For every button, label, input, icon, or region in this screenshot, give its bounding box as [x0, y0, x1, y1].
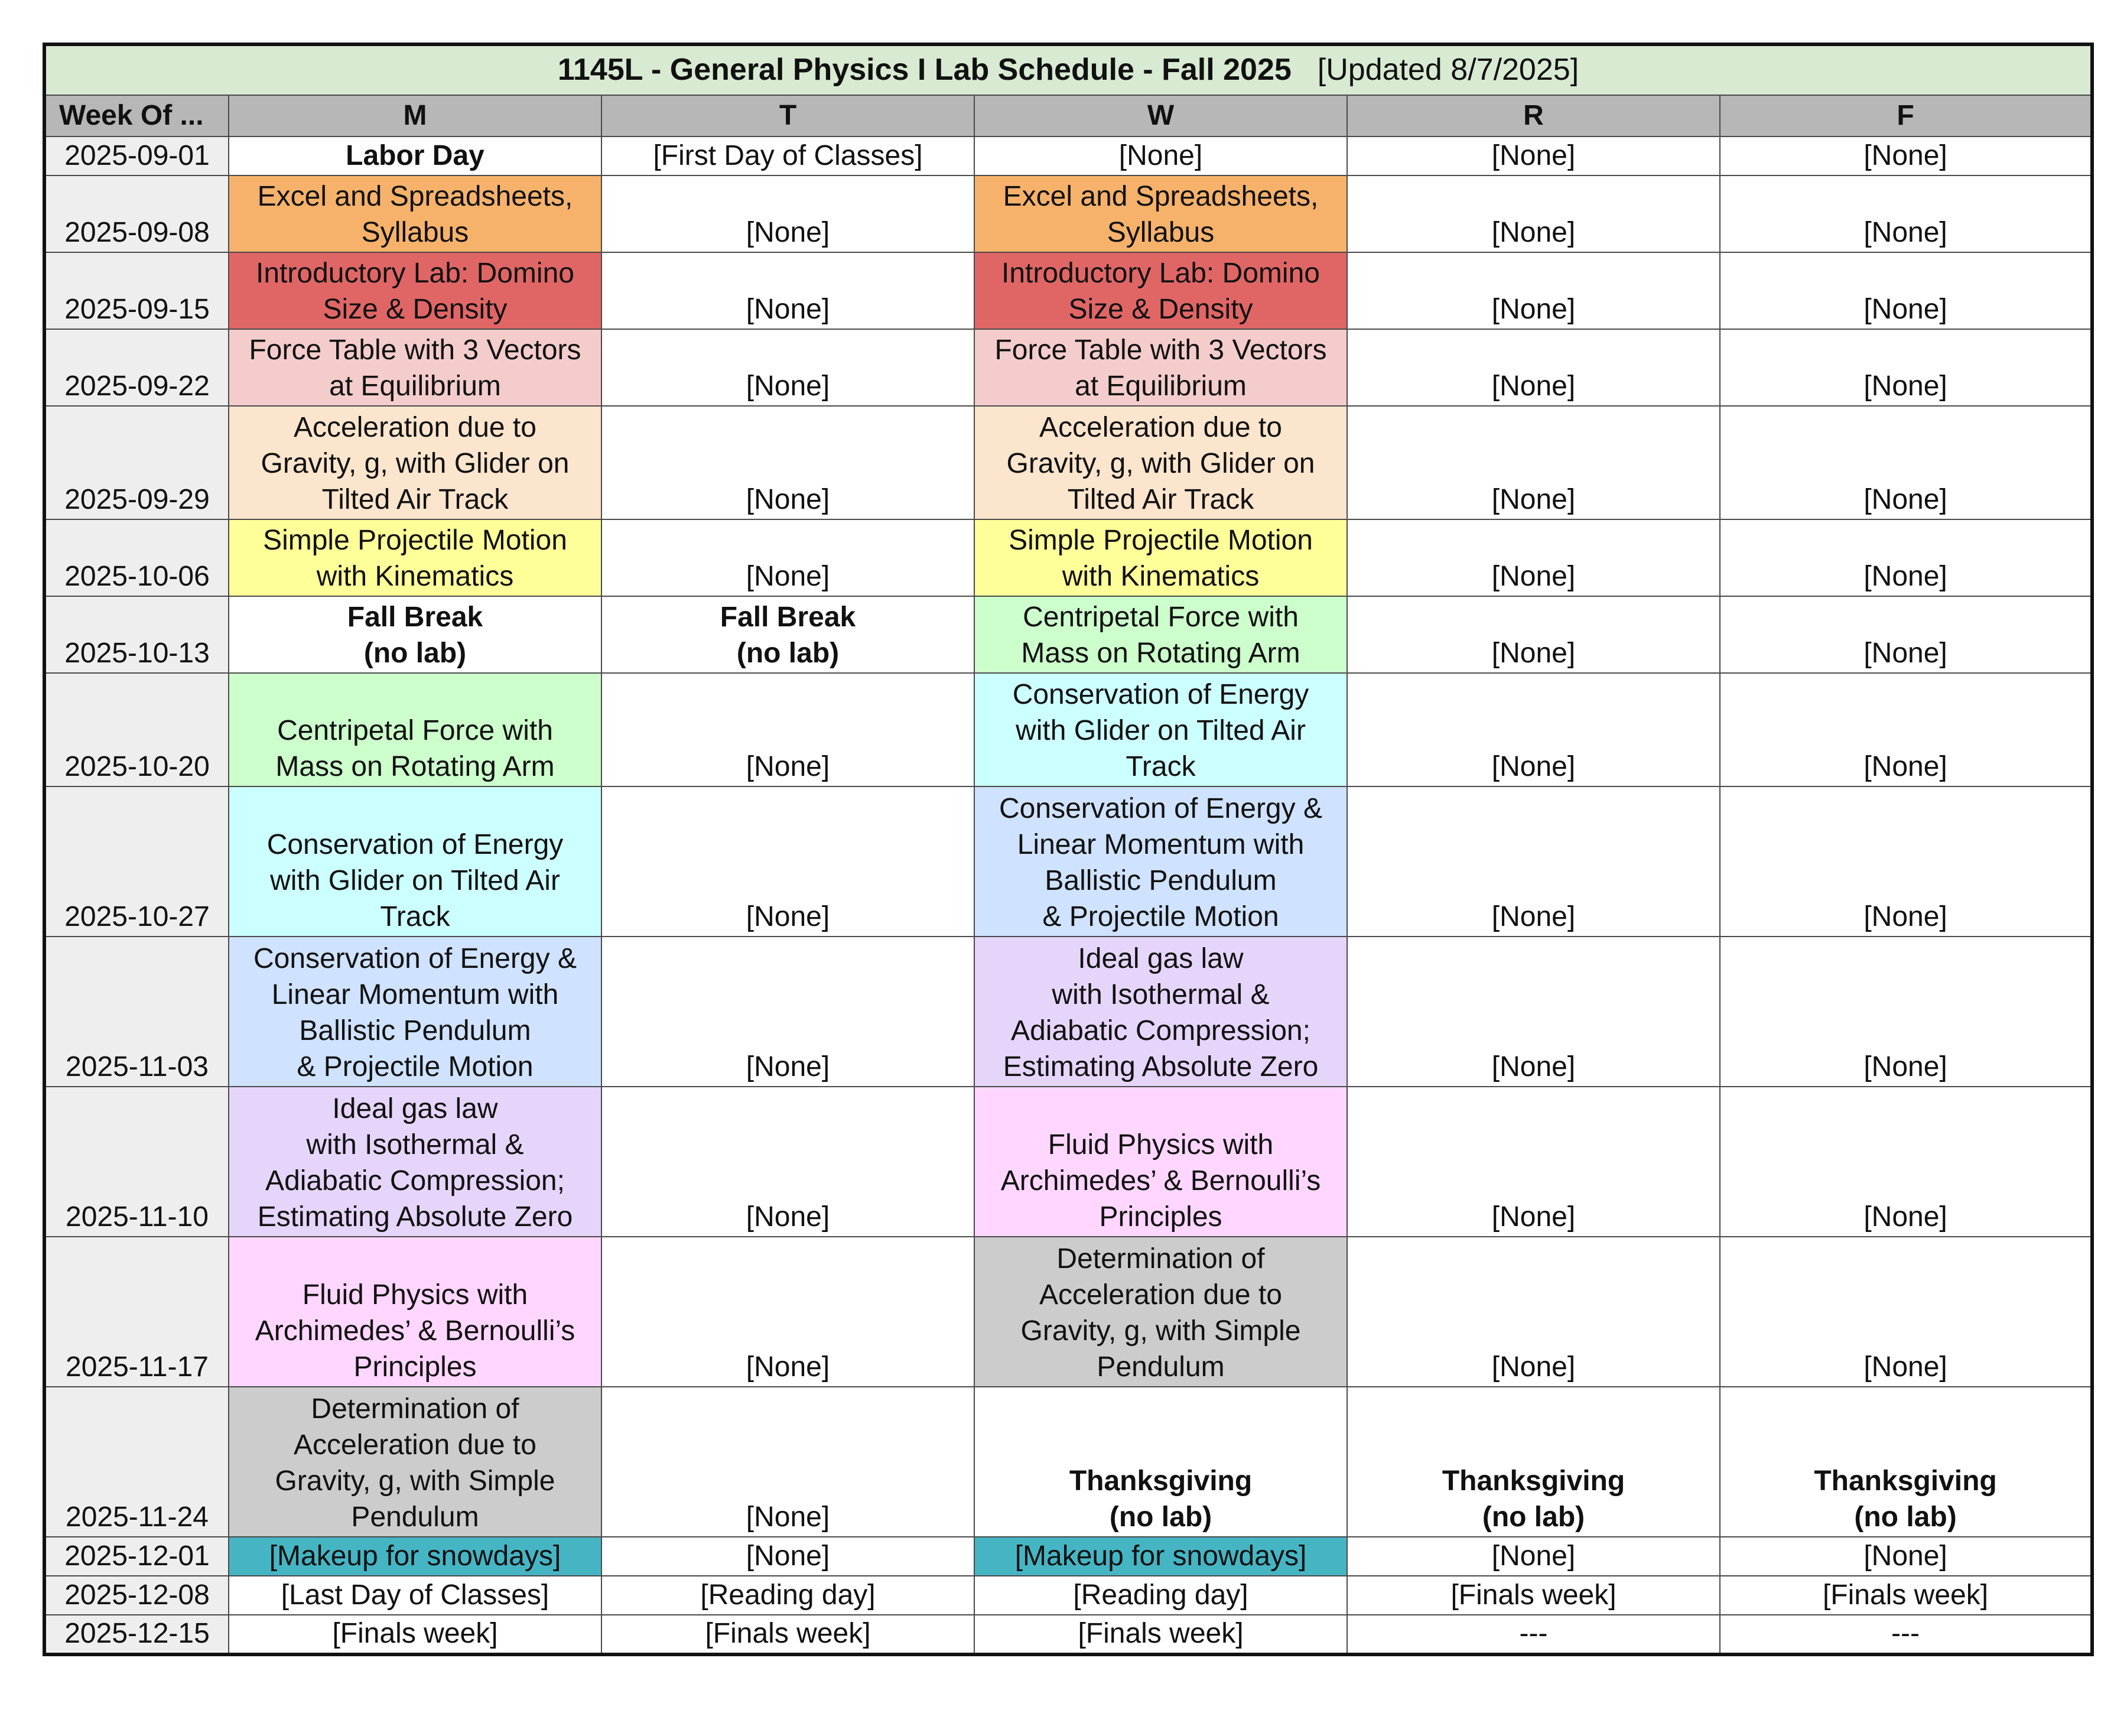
schedule-body [44, 44, 2092, 1654]
lab-cell-thursday: [None] [1347, 937, 1720, 1087]
lab-cell-wednesday: Introductory Lab: Domino Size & Density [974, 252, 1347, 329]
schedule-table [43, 43, 2094, 1656]
lab-cell-wednesday: Acceleration due to Gravity, g, with Glider on Tilted Air Track [974, 406, 1347, 519]
lab-cell-tuesday: [None] [601, 175, 974, 252]
header-friday: F [1720, 95, 2092, 136]
lab-cell-thursday: [None] [1347, 1237, 1720, 1387]
lab-cell-friday: [None] [1720, 937, 2092, 1087]
lab-cell-tuesday: [None] [601, 519, 974, 596]
lab-cell-wednesday: Force Table with 3 Vectors at Equilibrium [974, 329, 1347, 406]
lab-cell-tuesday: [None] [601, 1387, 974, 1537]
week-of-cell: 2025-10-20 [44, 673, 229, 786]
lab-cell-monday: [Makeup for snowdays] [229, 1537, 601, 1576]
week-of-cell: 2025-10-06 [44, 519, 229, 596]
week-of-cell: 2025-09-08 [44, 175, 229, 252]
lab-cell-tuesday: [None] [601, 252, 974, 329]
lab-cell-monday: Acceleration due to Gravity, g, with Glider on Tilted Air Track [229, 406, 601, 519]
lab-cell-tuesday: [None] [601, 1087, 974, 1237]
week-row [44, 1087, 2092, 1237]
lab-cell-thursday: --- [1347, 1615, 1720, 1654]
lab-cell-thursday: Thanksgiving (no lab) [1347, 1387, 1720, 1537]
lab-cell-wednesday: [Finals week] [974, 1615, 1347, 1654]
week-row [44, 136, 2092, 175]
title-cell [44, 44, 2092, 95]
lab-cell-friday: [None] [1720, 329, 2092, 406]
week-of-cell: 2025-09-22 [44, 329, 229, 406]
week-of-cell: 2025-09-29 [44, 406, 229, 519]
week-of-cell: 2025-11-10 [44, 1087, 229, 1237]
lab-cell-thursday: [None] [1347, 329, 1720, 406]
header-thursday: R [1347, 95, 1720, 136]
updated-note: [Updated 8/7/2025] [1317, 52, 1579, 87]
lab-cell-tuesday: [Finals week] [601, 1615, 974, 1654]
lab-cell-friday: [None] [1720, 596, 2092, 673]
lab-cell-friday: [None] [1720, 136, 2092, 175]
lab-cell-friday: [None] [1720, 406, 2092, 519]
week-of-cell: 2025-09-15 [44, 252, 229, 329]
week-of-cell: 2025-11-03 [44, 937, 229, 1087]
lab-cell-wednesday: Determination of Acceleration due to Gravity, g, with Simple Pendulum [974, 1237, 1347, 1387]
lab-cell-monday: [Last Day of Classes] [229, 1576, 601, 1615]
lab-cell-friday: Thanksgiving (no lab) [1720, 1387, 2092, 1537]
lab-cell-monday: Labor Day [229, 136, 601, 175]
lab-cell-thursday: [None] [1347, 596, 1720, 673]
lab-cell-tuesday: [None] [601, 1237, 974, 1387]
week-of-cell: 2025-10-13 [44, 596, 229, 673]
week-row [44, 786, 2092, 937]
header-tuesday: T [601, 95, 974, 136]
lab-cell-wednesday: Conservation of Energy with Glider on Tilted Air Track [974, 673, 1347, 786]
schedule-title: 1145L - General Physics I Lab Schedule - Fall 2025 [557, 52, 1292, 87]
lab-cell-tuesday: [None] [601, 406, 974, 519]
lab-cell-tuesday: [First Day of Classes] [601, 136, 974, 175]
header-week-of: Week Of ... [44, 95, 229, 136]
week-row [44, 175, 2092, 252]
header-monday: M [229, 95, 601, 136]
title-row [44, 44, 2092, 95]
lab-cell-monday: Centripetal Force with Mass on Rotating Arm [229, 673, 601, 786]
lab-cell-monday: Force Table with 3 Vectors at Equilibrium [229, 329, 601, 406]
lab-cell-friday: --- [1720, 1615, 2092, 1654]
lab-cell-monday: Excel and Spreadsheets, Syllabus [229, 175, 601, 252]
lab-cell-wednesday: Centripetal Force with Mass on Rotating Arm [974, 596, 1347, 673]
lab-cell-thursday: [None] [1347, 786, 1720, 937]
lab-cell-thursday: [None] [1347, 1087, 1720, 1237]
week-row [44, 1537, 2092, 1576]
lab-cell-friday: [None] [1720, 1087, 2092, 1237]
lab-cell-tuesday: [None] [601, 329, 974, 406]
lab-cell-wednesday: Thanksgiving (no lab) [974, 1387, 1347, 1537]
lab-cell-thursday: [None] [1347, 175, 1720, 252]
lab-cell-wednesday: Fluid Physics with Archimedes’ & Bernoulli’s Principles [974, 1087, 1347, 1237]
week-row [44, 519, 2092, 596]
lab-cell-monday: Determination of Acceleration due to Gravity, g, with Simple Pendulum [229, 1387, 601, 1537]
week-row [44, 673, 2092, 786]
week-of-cell: 2025-11-24 [44, 1387, 229, 1537]
lab-cell-thursday: [None] [1347, 252, 1720, 329]
lab-cell-thursday: [None] [1347, 136, 1720, 175]
lab-cell-wednesday: [None] [974, 136, 1347, 175]
lab-cell-thursday: [Finals week] [1347, 1576, 1720, 1615]
lab-cell-thursday: [None] [1347, 406, 1720, 519]
week-row [44, 406, 2092, 519]
header-wednesday: W [974, 95, 1347, 136]
lab-cell-friday: [None] [1720, 252, 2092, 329]
lab-cell-monday: Conservation of Energy & Linear Momentum with Ballistic Pendulum & Projectile Motion [229, 937, 601, 1087]
lab-cell-thursday: [None] [1347, 519, 1720, 596]
lab-cell-tuesday: [None] [601, 673, 974, 786]
lab-cell-thursday: [None] [1347, 673, 1720, 786]
lab-cell-monday: Conservation of Energy with Glider on Tilted Air Track [229, 786, 601, 937]
week-row [44, 937, 2092, 1087]
week-of-cell: 2025-12-08 [44, 1576, 229, 1615]
lab-cell-wednesday: [Makeup for snowdays] [974, 1537, 1347, 1576]
lab-cell-tuesday: Fall Break (no lab) [601, 596, 974, 673]
lab-cell-wednesday: Excel and Spreadsheets, Syllabus [974, 175, 1347, 252]
lab-cell-monday: Fall Break (no lab) [229, 596, 601, 673]
lab-cell-friday: [None] [1720, 1537, 2092, 1576]
week-row [44, 1237, 2092, 1387]
lab-cell-friday: [None] [1720, 673, 2092, 786]
week-row [44, 596, 2092, 673]
lab-cell-friday: [None] [1720, 1237, 2092, 1387]
lab-cell-monday: Ideal gas law with Isothermal & Adiabatic Compression; Estimating Absolute Zero [229, 1087, 601, 1237]
lab-cell-friday: [None] [1720, 175, 2092, 252]
header-row [44, 95, 2092, 136]
week-of-cell: 2025-10-27 [44, 786, 229, 937]
lab-cell-thursday: [None] [1347, 1537, 1720, 1576]
lab-cell-wednesday: Conservation of Energy & Linear Momentum with Ballistic Pendulum & Projectile Motion [974, 786, 1347, 937]
lab-cell-monday: Introductory Lab: Domino Size & Density [229, 252, 601, 329]
lab-cell-tuesday: [None] [601, 786, 974, 937]
week-row [44, 1615, 2092, 1654]
lab-cell-tuesday: [None] [601, 937, 974, 1087]
lab-cell-friday: [Finals week] [1720, 1576, 2092, 1615]
week-of-cell: 2025-12-15 [44, 1615, 229, 1654]
lab-cell-wednesday: Simple Projectile Motion with Kinematics [974, 519, 1347, 596]
lab-cell-tuesday: [None] [601, 1537, 974, 1576]
lab-cell-friday: [None] [1720, 786, 2092, 937]
lab-cell-monday: [Finals week] [229, 1615, 601, 1654]
lab-cell-wednesday: [Reading day] [974, 1576, 1347, 1615]
week-row [44, 1576, 2092, 1615]
week-of-cell: 2025-09-01 [44, 136, 229, 175]
lab-cell-wednesday: Ideal gas law with Isothermal & Adiabatic Compression; Estimating Absolute Zero [974, 937, 1347, 1087]
lab-cell-monday: Fluid Physics with Archimedes’ & Bernoulli’s Principles [229, 1237, 601, 1387]
week-row [44, 1387, 2092, 1537]
week-of-cell: 2025-11-17 [44, 1237, 229, 1387]
week-row [44, 252, 2092, 329]
lab-cell-monday: Simple Projectile Motion with Kinematics [229, 519, 601, 596]
week-of-cell: 2025-12-01 [44, 1537, 229, 1576]
lab-cell-friday: [None] [1720, 519, 2092, 596]
lab-cell-tuesday: [Reading day] [601, 1576, 974, 1615]
week-row [44, 329, 2092, 406]
